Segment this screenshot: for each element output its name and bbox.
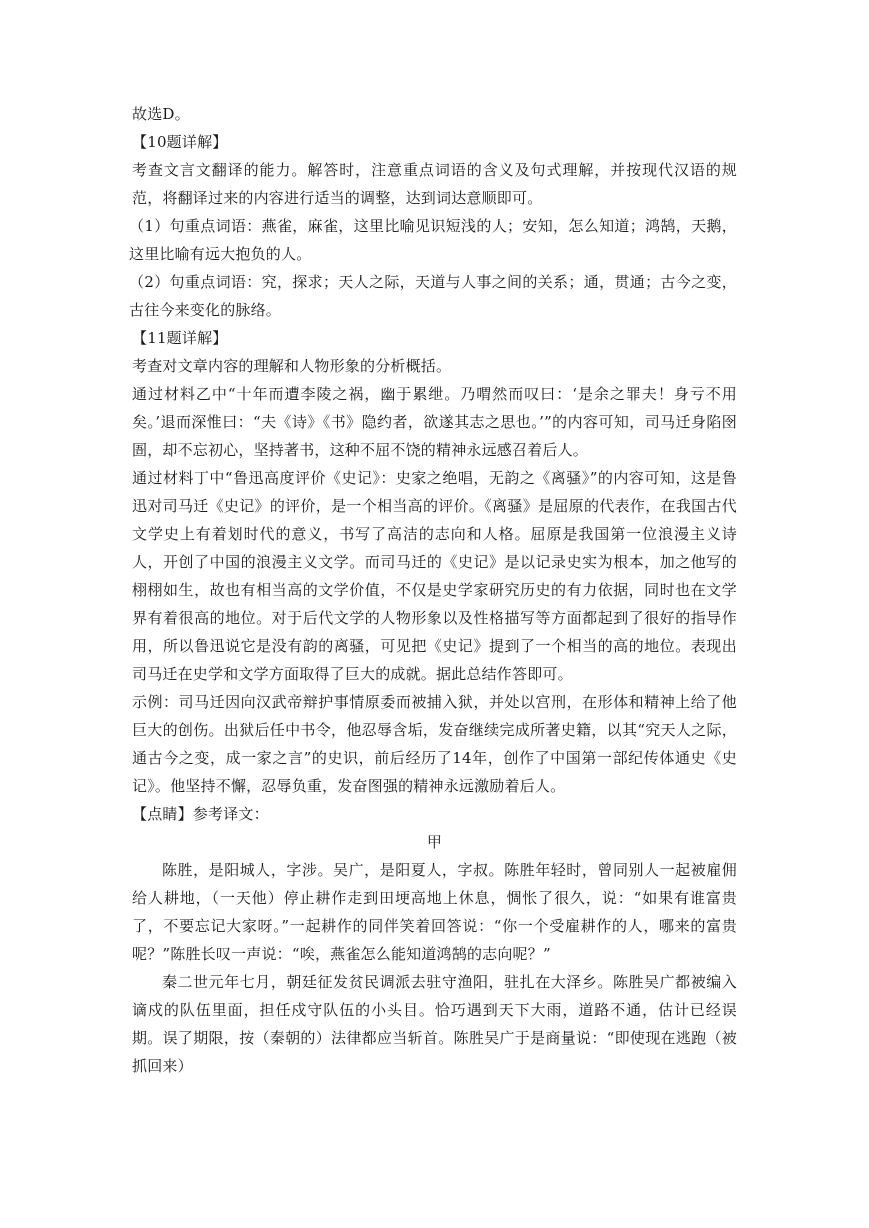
key-points-heading: 【点睛】参考译文： (132, 805, 269, 823)
section-heading-q10: 【10题详解】 (132, 133, 228, 151)
q11-example-paragraph: 示例：司马迁因向汉武帝辩护事情原委而被捕入狱，并处以宫刑，在形体和精神上给了他巨大的创伤。出狱后任中书令，他忍辱含垢，发奋继续完成所著史籍，以其“究天人之际，通古今之变，成一家之言”的史识，前后经历了14年，创作了中国第一部纪传体通史《史记》。他坚持不懈，忍辱负重，发奋图强的精神永远激励着后人。 (132, 693, 737, 795)
translation-paragraph-2: 秦二世元年七月，朝廷征发贫民调派去驻守渔阳，驻扎在大泽乡。陈胜吴广都被编入谪戍的队伍里面，担任戍守队伍的小头目。恰巧遇到天下大雨，道路不通，估计已经误期。误了期限，按（秦朝的）法律都应当斩首。陈胜吴广于是商量说：“即使现在逃跑（被抓回来） (132, 973, 737, 1075)
section-heading-q11: 【11题详解】 (132, 329, 228, 347)
translation-part-title: 甲 (426, 833, 443, 851)
answer-conclusion: 故选D。 (132, 105, 190, 123)
q10-item-1: （1）句重点词语：燕雀，麻雀，这里比喻见识短浅的人；安知，怎么知道；鸿鹄，天鹅，这里比喻有远大抱负的人。 (129, 217, 737, 263)
q10-intro-paragraph: 考查文言文翻译的能力。解答时，注意重点词语的含义及句式理解，并按现代汉语的规范，将翻译过来的内容进行适当的调整，达到词达意顺即可。 (132, 161, 737, 207)
q11-material-d-paragraph: 通过材料丁中“鲁迅高度评价《史记》：史家之绝唱，无韵之《离骚》”的内容可知，这是鲁迅对司马迁《史记》的评价，是一个相当高的评价。《离骚》是屈原的代表作，在我国古代文学史上有着划时代的意义，书写了高洁的志向和人格。屈原是我国第一位浪漫主义诗人，开创了中国的浪漫主义文学。而司马迁的《史记》是以记录史实为根本，加之他写的栩栩如生，故也有相当高的文学价值，不仅是史学家研究历史的有力依据，同时也在文学界有着很高的地位。对于后代文学的人物形象以及性格描写等方面都起到了很好的指导作用，所以鲁迅说它是没有韵的离骚，可见把《史记》提到了一个相当的高的地位。表现出司马迁在史学和文学方面取得了巨大的成就。据此总结作答即可。 (132, 469, 737, 683)
q11-intro-paragraph: 考查对文章内容的理解和人物形象的分析概括。 (132, 357, 452, 375)
q10-item-2: （2）句重点词语：究，探求；天人之际，天道与人事之间的关系；通，贯通；古今之变，古往今来变化的脉络。 (129, 273, 737, 319)
document-body (129, 100, 737, 1080)
q11-material-b-paragraph: 通过材料乙中“十年而遭李陵之祸，幽于累绁。乃喟然而叹曰：‘是余之罪夫！身亏不用矣。’退而深惟曰：“夫《诗》《书》隐约者，欲遂其志之思也。’”的内容可知，司马迁身陷囹圄，却不忘初心，坚持著书，这种不屈不饶的精神永远感召着后人。 (132, 385, 737, 459)
translation-paragraph-1: 陈胜，是阳城人，字涉。吴广，是阳夏人，字叔。陈胜年轻时，曾同别人一起被雇佣给人耕地，（一天他）停止耕作走到田埂高地上休息，惆怅了很久，说：“如果有谁富贵了，不要忘记大家呀。”一起耕作的同伴笑着回答说：“你一个受雇耕作的人，哪来的富贵呢？”陈胜长叹一声说：“唉，燕雀怎么能知道鸿鹄的志向呢？” (132, 861, 737, 963)
